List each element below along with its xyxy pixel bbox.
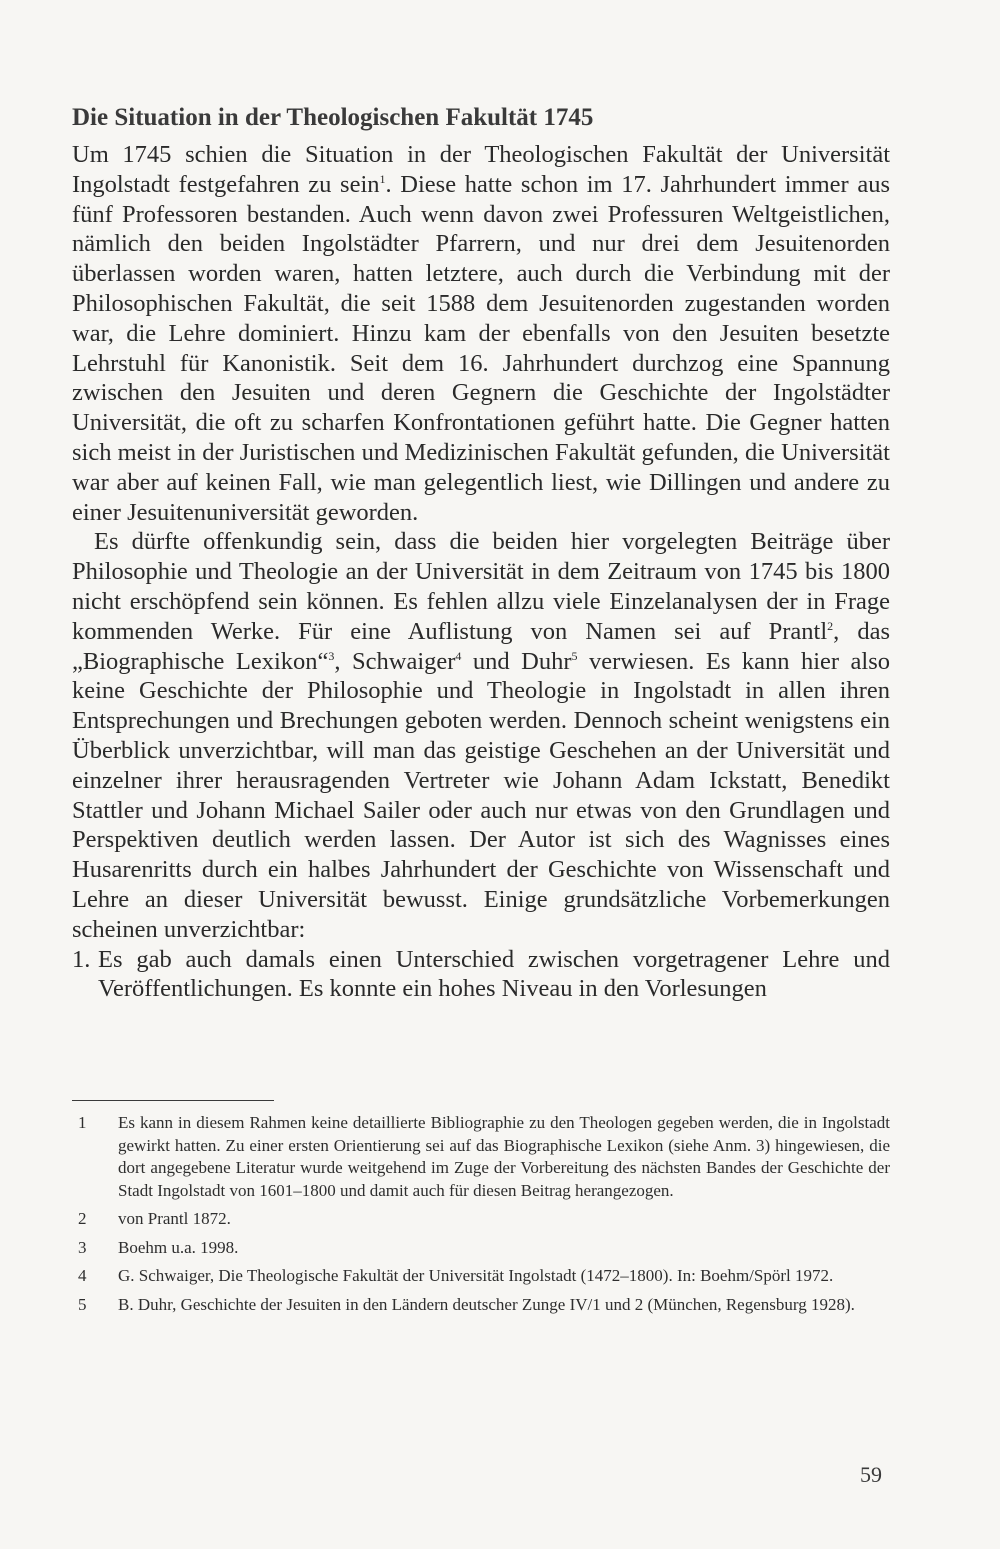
footnote-text: B. Duhr, Geschichte der Jesuiten in den Ländern deutscher Zunge IV/1 und 2 (München, Regensburg 1928).	[118, 1294, 855, 1314]
paragraph-2-text-b: , das „Biographische Lexikon“	[72, 617, 890, 675]
footnote	[72, 1112, 890, 1202]
paragraph-2-text-c: , Schwaiger	[334, 647, 456, 675]
section-heading: Die Situation in der Theologischen Fakultät 1745	[72, 104, 594, 131]
footnote	[72, 1294, 890, 1317]
page-body	[72, 100, 890, 1004]
list-item-text: Es gab auch damals einen Unterschied zwischen vorgetragener Lehre und Veröffentlichungen. Es konnte ein hohes Niveau in den Vorlesungen	[98, 945, 890, 1003]
paragraph-2-text-e: verwiesen. Es kann hier also keine Geschichte der Philosophie und Theologie in Ingolstadt in allen ihren Entsprechungen und Brechungen geboten werden. Dennoch scheint wenigstens ein Überblick unverzichtbar, will man das geistige Geschehen an der Universität und einzelner ihrer herausragenden Vertreter wie Johann Adam Ickstatt, Benedikt Stattler und Johann Michael Sailer oder auch nur etwas von den Grundlagen und Perspektiven deutlich werden lassen. Der Autor ist sich des Wagnisses eines Husarenritts durch ein halbes Jahrhundert der Geschichte von Wissenschaft und Lehre an dieser Universität bewusst. Einige grundsätzliche Vorbemerkungen scheinen unverzichtbar:	[72, 647, 890, 943]
paragraph-2-text-a: Es dürfte offenkundig sein, dass die beiden hier vorgelegten Beiträge über Philosophie und Theologie an der Universität in dem Zeitraum von 1745 bis 1800 nicht erschöpfend sein können. Es fehlen allzu viele Einzelanalysen der in Frage kommenden Werke. Für eine Auflistung von Namen sei auf Prantl	[72, 528, 890, 645]
footnote-text: von Prantl 1872.	[118, 1209, 231, 1228]
page-number: 59	[860, 1462, 882, 1487]
paragraph-2-text-d: und Duhr	[461, 647, 572, 675]
paragraph-1-text-a: Um 1745 schien die Situation in der Theologischen Fakultät der Universität Ingolstadt festgefahren zu sein	[72, 141, 890, 198]
footnote-ref-2: 2	[827, 618, 834, 633]
footnote-ref-4: 4	[455, 648, 462, 663]
footnote-ref-3: 3	[328, 648, 335, 663]
footnote-divider	[72, 1100, 274, 1101]
footnote-number: 2	[78, 1209, 87, 1228]
paragraph-1	[72, 140, 890, 527]
numbered-list-item	[72, 945, 890, 1005]
footnote-ref-5: 5	[571, 648, 578, 663]
paragraph-2	[72, 527, 890, 944]
footnote-ref-1: 1	[379, 171, 386, 186]
list-item-number: 1.	[72, 945, 91, 973]
footnote-number: 3	[78, 1237, 87, 1257]
footnote-number: 1	[78, 1113, 87, 1132]
footnote-number: 4	[78, 1266, 87, 1285]
footnote-text: Es kann in diesem Rahmen keine detaillierte Bibliographie zu den Theologen gegeben werden, die in Ingolstadt gewirkt hatten. Zu einer ersten Orientierung sei auf das Biographische Lexikon (siehe Anm. 3) hingewiesen, die dort angegebene Literatur wurde weitgehend im Zuge der Vorbereitung des nächsten Bandes der Geschichte der Stadt Ingolstadt von 1601–1800 und damit auch für diesen Beitrag herangezogen.	[118, 1113, 890, 1200]
footnote	[72, 1208, 890, 1231]
footnote	[72, 1265, 890, 1288]
footnote-text: G. Schwaiger, Die Theologische Fakultät der Universität Ingolstadt (1472–1800). In: Boehm/Spörl 1972.	[118, 1266, 834, 1285]
footnote-number: 5	[78, 1294, 87, 1314]
footnote	[72, 1237, 890, 1260]
footnote-text: Boehm u.a. 1998.	[118, 1237, 239, 1257]
paragraph-1-text-b: . Diese hatte schon im 17. Jahrhundert immer aus fünf Professoren bestanden. Auch wenn davon zwei Professuren Weltgeistlichen, nämlich den beiden Ingolstädter Pfarrern, und nur drei dem Jesuitenorden überlassen worden waren, hatten letztere, auch durch die Verbindung mit der Philosophischen Fakultät, die seit 1588 dem Jesuitenorden zugestanden worden war, die Lehre dominiert. Hinzu kam der ebenfalls von den Jesuiten besetzte Lehrstuhl für Kanonistik. Seit dem 16. Jahrhundert durchzog eine Spannung zwischen den Jesuiten und deren Gegnern die Geschichte der Ingolstädter Universität, die oft zu scharfen Konfrontationen geführt hatte. Die Gegner hatten sich meist in der Juristischen und Medizinischen Fakultät gefunden, die Universität war aber auf keinen Fall, wie man gelegentlich liest, wie Dillingen und andere zu einer Jesuitenuniversität geworden.	[72, 170, 890, 526]
footnotes	[72, 1112, 890, 1322]
